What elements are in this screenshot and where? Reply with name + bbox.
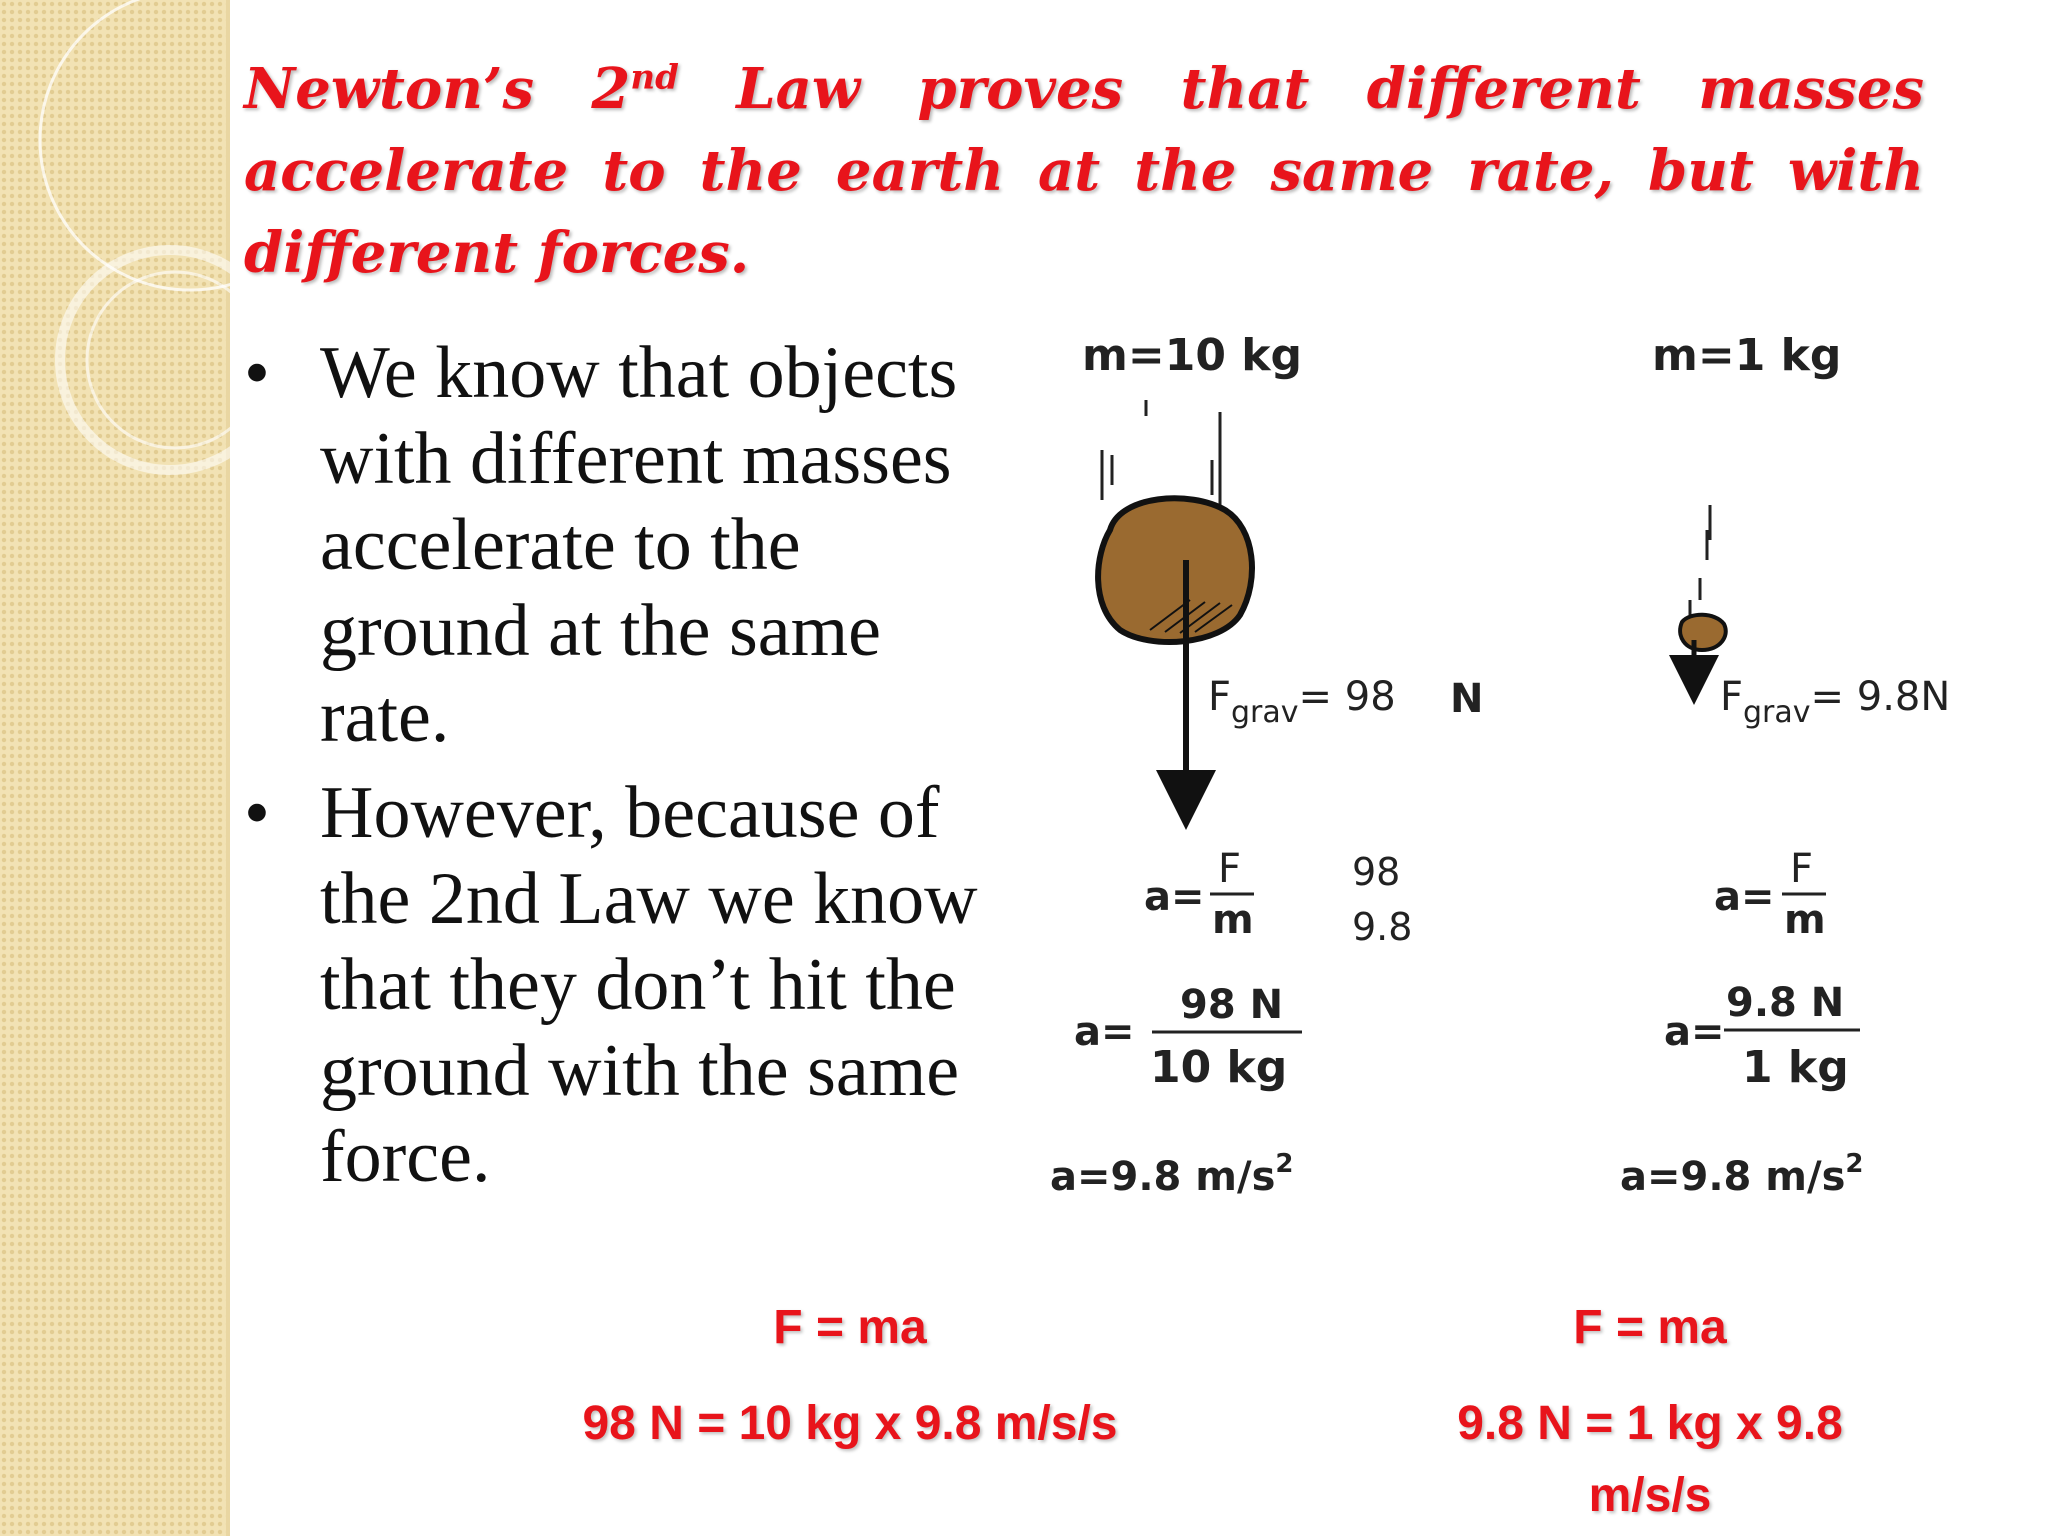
- left-mass-label: m=10 kg: [1082, 330, 1303, 381]
- left-formula: F = ma: [773, 1301, 927, 1354]
- left-result: a=9.8 m/s: [1050, 1154, 1276, 1200]
- svg-text:a=9.8 m/s2: [1050, 1149, 1293, 1200]
- title-part2: Law proves that different masses accelerate to the earth at the same rate, but with different forces.: [244, 56, 1924, 286]
- svg-text:Fgrav= 9.8N: [1720, 674, 1950, 730]
- right-result: a=9.8 m/s: [1620, 1154, 1846, 1200]
- right-frac-den: m: [1784, 897, 1826, 943]
- left-fgrav-unit: N: [1450, 676, 1484, 722]
- left-fgrav-subscript: grav: [1231, 695, 1299, 730]
- right-calc-den: 1 kg: [1742, 1042, 1849, 1093]
- left-a-label: a=: [1144, 874, 1205, 920]
- bullet-item: [244, 770, 1004, 1200]
- svg-text:Fgrav= 98: [1208, 674, 1396, 730]
- title-part1: Newton’s 2: [244, 56, 631, 122]
- left-side-den: 9.8: [1352, 905, 1413, 949]
- left-side-num: 98: [1352, 850, 1401, 894]
- title-superscript: nd: [630, 57, 679, 98]
- right-motion-lines: [1690, 505, 1710, 615]
- left-result-exponent: 2: [1275, 1149, 1294, 1179]
- left-frac-num: F: [1218, 846, 1242, 892]
- left-fgrav-value: = 98: [1298, 674, 1396, 720]
- right-fgrav-subscript: grav: [1743, 695, 1811, 730]
- right-fgrav-value: = 9.8N: [1810, 674, 1951, 720]
- bullet-dot: •: [244, 332, 270, 414]
- left-mass-object: [1098, 498, 1252, 642]
- right-calc-a: a=: [1664, 1009, 1725, 1055]
- right-calculation-line1: 9.8 N = 1 kg x 9.8: [1457, 1397, 1843, 1450]
- falling-masses-figure: [1040, 300, 1980, 1260]
- left-calc-num: 98 N: [1180, 982, 1284, 1028]
- right-fgrav-symbol: F: [1720, 674, 1744, 720]
- slide-title: [244, 48, 1924, 294]
- right-frac-num: F: [1790, 846, 1814, 892]
- right-calculation-line2: m/s/s: [1588, 1469, 1712, 1522]
- right-a-label: a=: [1714, 874, 1775, 920]
- left-frac-den: m: [1212, 897, 1254, 943]
- right-calc-num: 9.8 N: [1726, 980, 1845, 1026]
- bullet-text-1: We know that objects with different masses accelerate to the ground at the same rate.: [320, 332, 958, 758]
- left-fgrav-symbol: F: [1208, 674, 1232, 720]
- svg-text:a=9.8 m/s2: [1620, 1149, 1863, 1200]
- left-calc-a: a=: [1074, 1009, 1135, 1055]
- bullet-text-2: However, because of the 2nd Law we know that they don’t hit the ground with the same force.: [320, 772, 978, 1198]
- left-calculation: 98 N = 10 kg x 9.8 m/s/s: [582, 1397, 1118, 1450]
- right-mass-label: m=1 kg: [1652, 330, 1842, 381]
- bullet-list: [244, 330, 1004, 1210]
- right-result-exponent: 2: [1845, 1149, 1864, 1179]
- right-formula: F = ma: [1573, 1301, 1727, 1354]
- bullet-dot: •: [244, 772, 270, 854]
- left-calc-den: 10 kg: [1150, 1042, 1288, 1093]
- decorative-rings: [0, 0, 280, 520]
- right-mass-object: [1680, 615, 1726, 650]
- bullet-item: [244, 330, 1004, 760]
